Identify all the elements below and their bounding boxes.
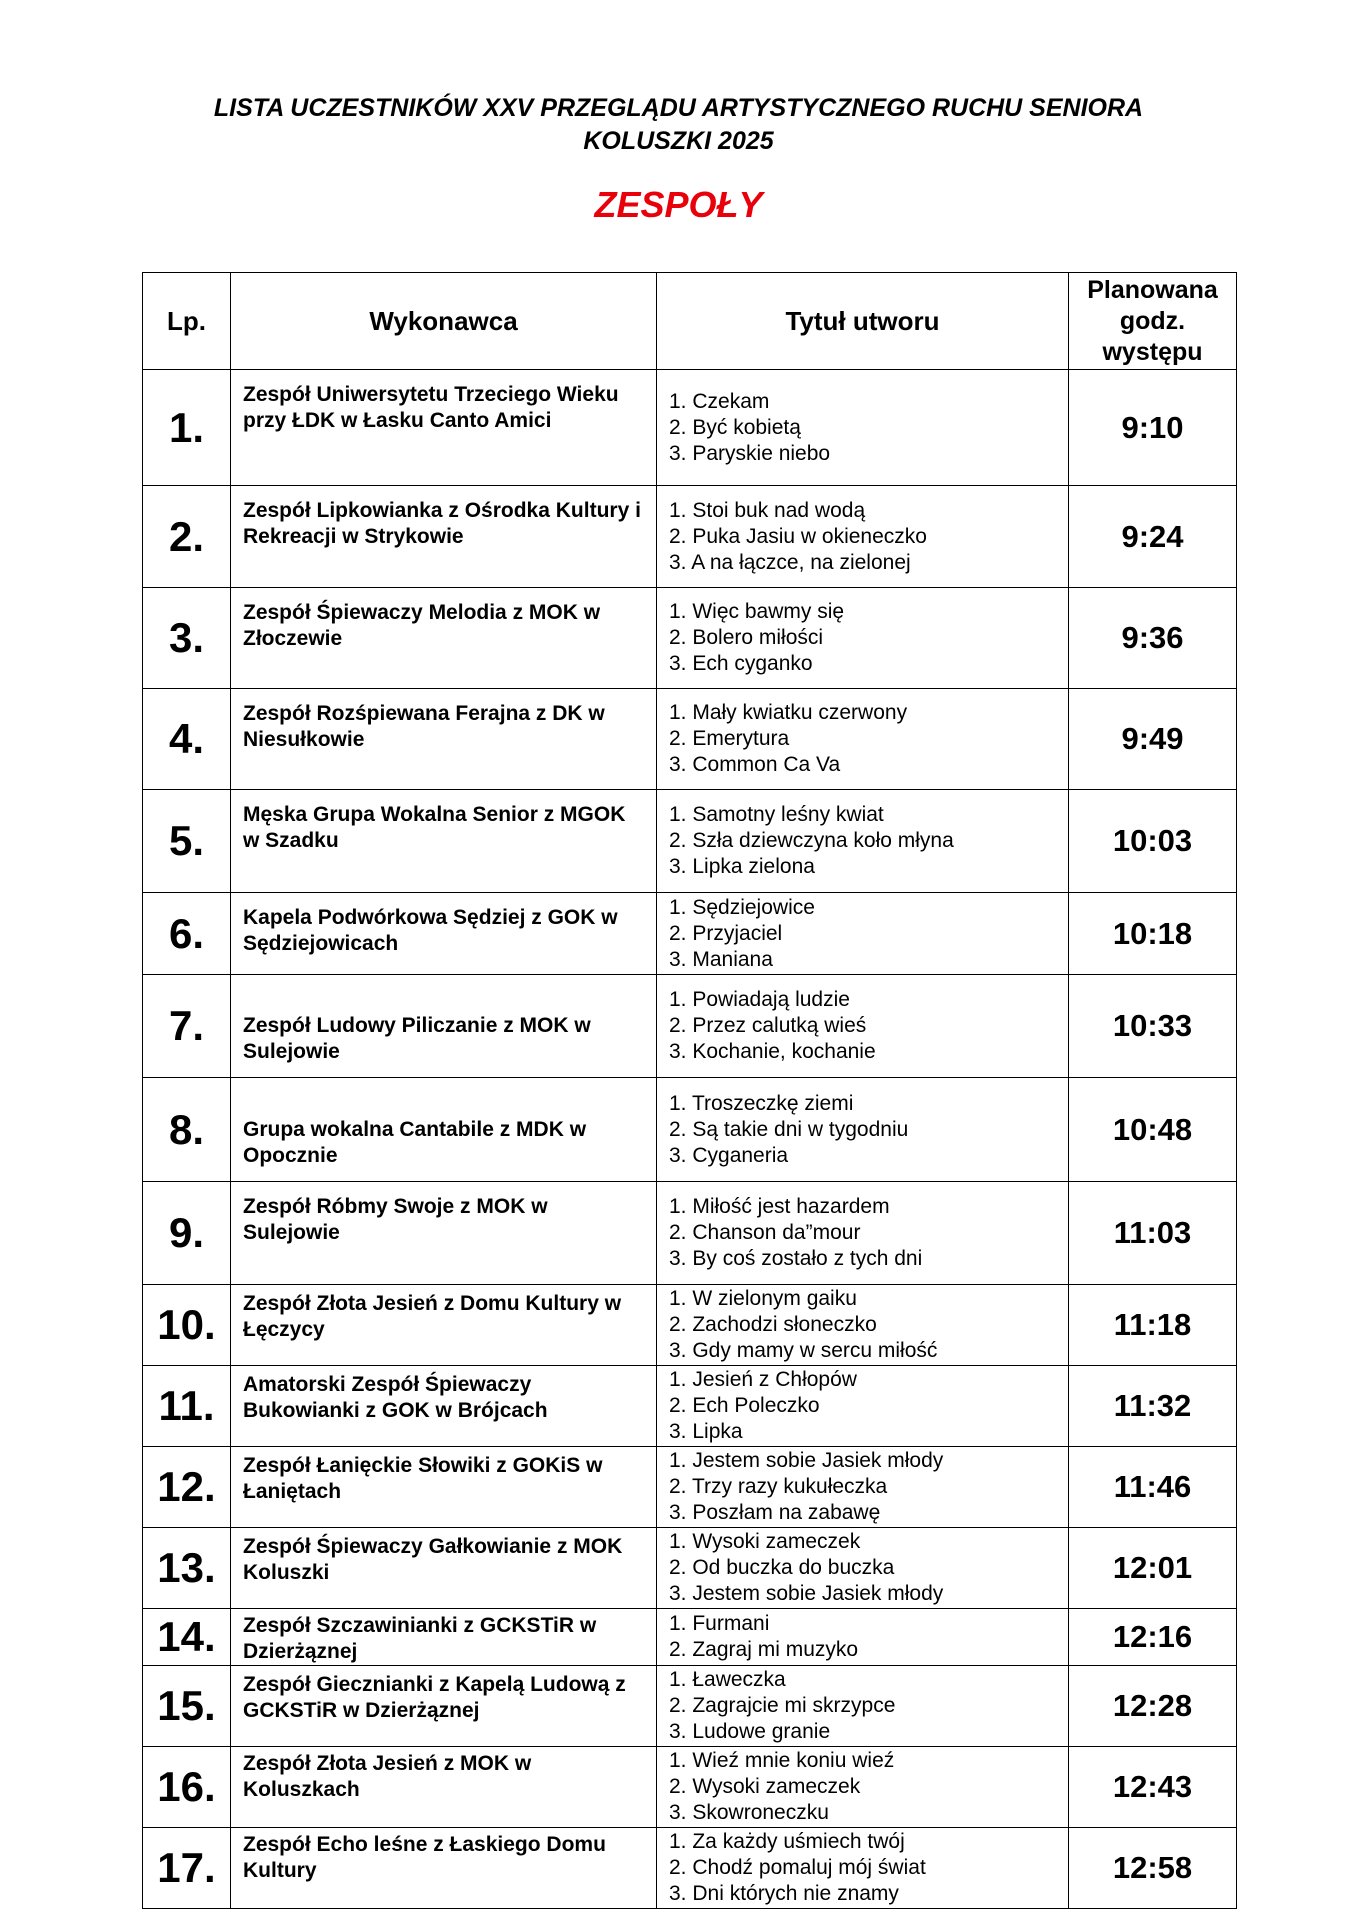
song-title: 1. Wieź mnie koniu wieź: [669, 1749, 895, 1772]
table-row: [143, 790, 1237, 893]
planned-time: 12:28: [1069, 1666, 1237, 1747]
song-title: 2. Chanson da”mour: [669, 1221, 861, 1244]
song-list: [657, 893, 1069, 975]
song-title: 2. Przez calutką wieś: [669, 1014, 867, 1037]
song-title: 1. Sędziejowice: [669, 895, 815, 919]
planned-time: 9:49: [1069, 689, 1237, 790]
header-song-title: Tytuł utworu: [657, 273, 1069, 370]
row-number: 7.: [143, 975, 231, 1078]
performer-name: Zespół Róbmy Swoje z MOK w Sulejowie: [231, 1182, 657, 1285]
song-list: [657, 1285, 1069, 1366]
document-title-line1: LISTA UCZESTNIKÓW XXV PRZEGLĄDU ARTYSTYCZNEGO RUCHU SENIORA: [213, 94, 1144, 122]
performer-name: Zespół Śpiewaczy Melodia z MOK w Złoczewie: [231, 588, 657, 689]
performer-name: Zespół Złota Jesień z MOK w Koluszkach: [231, 1747, 657, 1828]
header-planned-time-line3: występu: [1102, 337, 1203, 366]
song-title: 1. Miłość jest hazardem: [669, 1195, 890, 1218]
planned-time: 10:18: [1069, 893, 1237, 975]
table-row: [143, 486, 1237, 588]
performer-name: Zespół Szczawinianki z GCKSTiR w Dzierżąznej: [231, 1609, 657, 1666]
song-title: 1. Stoi buk nad wodą: [669, 498, 866, 522]
header-performer: Wykonawca: [231, 273, 657, 370]
row-number: 17.: [143, 1828, 231, 1909]
row-number: 6.: [143, 893, 231, 975]
song-title: 3. Common Ca Va: [669, 753, 841, 776]
performer-name: Zespół Giecznianki z Kapelą Ludową z GCKSTiR w Dzierżąznej: [231, 1666, 657, 1747]
table-row: [143, 893, 1237, 975]
performer-name: Grupa wokalna Cantabile z MDK w Opocznie: [231, 1078, 657, 1182]
song-title: 2. Są takie dni w tygodniu: [669, 1117, 909, 1141]
row-number: 5.: [143, 790, 231, 893]
song-title: 2. Być kobietą: [669, 415, 801, 439]
song-title: 2. Trzy razy kukułeczka: [669, 1475, 888, 1498]
song-title: 2. Zachodzi słoneczko: [669, 1313, 877, 1336]
song-list: [657, 689, 1069, 790]
song-title: 3. Kochanie, kochanie: [669, 1040, 876, 1063]
table-row: [143, 689, 1237, 790]
song-title: 2. Wysoki zameczek: [669, 1775, 861, 1798]
song-list: [657, 1528, 1069, 1609]
row-number: 16.: [143, 1747, 231, 1828]
song-title: 1. W zielonym gaiku: [669, 1287, 857, 1310]
song-title: 2. Chodź pomaluj mój świat: [669, 1856, 926, 1879]
planned-time: 11:46: [1069, 1447, 1237, 1528]
row-number: 9.: [143, 1182, 231, 1285]
song-title: 1. Samotny leśny kwiat: [669, 803, 884, 826]
song-title: 1. Mały kwiatku czerwony: [669, 701, 908, 724]
song-title: 1. Jestem sobie Jasiek młody: [669, 1449, 944, 1472]
song-title: 1. Za każdy uśmiech twój: [669, 1830, 905, 1853]
planned-time: 12:01: [1069, 1528, 1237, 1609]
song-title: 2. Szła dziewczyna koło młyna: [669, 829, 954, 852]
song-title: 2. Bolero miłości: [669, 626, 824, 649]
planned-time: 10:48: [1069, 1078, 1237, 1182]
performer-name: Męska Grupa Wokalna Senior z MGOK w Szadku: [231, 790, 657, 893]
song-title: 2. Zagrajcie mi skrzypce: [669, 1694, 896, 1717]
table-header-row: [143, 273, 1237, 370]
planned-time: 9:10: [1069, 370, 1237, 486]
performer-name: Zespół Rozśpiewana Ferajna z DK w Niesułkowie: [231, 689, 657, 790]
song-title: 3. Cyganeria: [669, 1143, 789, 1167]
table-row: [143, 1528, 1237, 1609]
planned-time: 12:58: [1069, 1828, 1237, 1909]
song-list: [657, 1182, 1069, 1285]
header-planned-time: [1069, 273, 1237, 370]
song-title: 2. Emerytura: [669, 727, 790, 750]
performer-name: Kapela Podwórkowa Sędziej z GOK w Sędziejowicach: [231, 893, 657, 975]
row-number: 10.: [143, 1285, 231, 1366]
song-list: [657, 1366, 1069, 1447]
row-number: 13.: [143, 1528, 231, 1609]
song-title: 1. Ławeczka: [669, 1668, 786, 1691]
song-title: 3. Paryskie niebo: [669, 441, 831, 465]
performer-name: Zespół Złota Jesień z Domu Kultury w Łęczycy: [231, 1285, 657, 1366]
song-title: 2. Przyjaciel: [669, 921, 783, 945]
song-list: [657, 1078, 1069, 1182]
participants-table: [142, 272, 1237, 1909]
row-number: 12.: [143, 1447, 231, 1528]
planned-time: 9:36: [1069, 588, 1237, 689]
header-planned-time-line2: godz.: [1119, 306, 1186, 335]
row-number: 11.: [143, 1366, 231, 1447]
table-row: [143, 1285, 1237, 1366]
song-title: 3. Dni których nie znamy: [669, 1882, 899, 1905]
row-number: 14.: [143, 1609, 231, 1666]
song-title: 3. Jestem sobie Jasiek młody: [669, 1582, 944, 1605]
performer-name: Zespół Łanięckie Słowiki z GOKiS w Łaniętach: [231, 1447, 657, 1528]
song-title: 3. A na łączce, na zielonej: [669, 550, 911, 574]
song-list: [657, 1609, 1069, 1666]
table-row: [143, 1447, 1237, 1528]
performer-name: Zespół Śpiewaczy Gałkowianie z MOK Koluszki: [231, 1528, 657, 1609]
table-row: [143, 1666, 1237, 1747]
row-number: 1.: [143, 370, 231, 486]
planned-time: 12:16: [1069, 1609, 1237, 1666]
row-number: 15.: [143, 1666, 231, 1747]
table-row: [143, 975, 1237, 1078]
song-title: 3. Gdy mamy w sercu miłość: [669, 1339, 938, 1362]
song-title: 3. Lipka zielona: [669, 855, 815, 878]
song-title: 2. Od buczka do buczka: [669, 1556, 895, 1579]
song-title: 1. Troszeczkę ziemi: [669, 1091, 854, 1115]
table-row: [143, 1828, 1237, 1909]
song-list: [657, 1828, 1069, 1909]
song-title: 3. Ludowe granie: [669, 1720, 831, 1743]
planned-time: 10:03: [1069, 790, 1237, 893]
performer-name: Zespół Lipkowianka z Ośrodka Kultury i Rekreacji w Strykowie: [231, 486, 657, 588]
song-list: [657, 588, 1069, 689]
table-row: [143, 588, 1237, 689]
song-list: [657, 790, 1069, 893]
song-list: [657, 486, 1069, 588]
song-list: [657, 975, 1069, 1078]
table-row: [143, 1366, 1237, 1447]
planned-time: 11:32: [1069, 1366, 1237, 1447]
song-title: 3. Skowroneczku: [669, 1801, 829, 1824]
song-title: 3. Ech cyganko: [669, 652, 813, 675]
song-list: [657, 1666, 1069, 1747]
table-row: [143, 1078, 1237, 1182]
performer-name: Zespół Ludowy Piliczanie z MOK w Sulejowie: [231, 975, 657, 1078]
table-row: [143, 1609, 1237, 1666]
planned-time: 10:33: [1069, 975, 1237, 1078]
row-number: 4.: [143, 689, 231, 790]
song-title: 1. Czekam: [669, 389, 770, 413]
table-row: [143, 370, 1237, 486]
header-lp: Lp.: [143, 273, 231, 370]
row-number: 2.: [143, 486, 231, 588]
planned-time: 11:03: [1069, 1182, 1237, 1285]
song-title: 3. Lipka: [669, 1420, 743, 1443]
row-number: 8.: [143, 1078, 231, 1182]
planned-time: 9:24: [1069, 486, 1237, 588]
song-title: 1. Furmani: [669, 1612, 770, 1635]
song-list: [657, 1447, 1069, 1528]
planned-time: 12:43: [1069, 1747, 1237, 1828]
song-title: 2. Puka Jasiu w okieneczko: [669, 524, 927, 548]
song-title: 3. Poszłam na zabawę: [669, 1501, 881, 1524]
song-title: 2. Ech Poleczko: [669, 1394, 820, 1417]
song-title: 1. Więc bawmy się: [669, 600, 845, 623]
song-title: 1. Wysoki zameczek: [669, 1530, 861, 1553]
table-row: [143, 1747, 1237, 1828]
song-title: 1. Jesień z Chłopów: [669, 1368, 857, 1391]
song-title: 3. By coś zostało z tych dni: [669, 1247, 923, 1270]
song-title: 3. Maniana: [669, 947, 773, 971]
song-title: 1. Powiadają ludzie: [669, 988, 850, 1011]
planned-time: 11:18: [1069, 1285, 1237, 1366]
row-number: 3.: [143, 588, 231, 689]
song-list: [657, 1747, 1069, 1828]
performer-name: Zespół Uniwersytetu Trzeciego Wieku przy ŁDK w Łasku Canto Amici: [231, 370, 657, 486]
header-planned-time-line1: Planowana: [1087, 275, 1218, 304]
performer-name: Zespół Echo leśne z Łaskiego Domu Kultury: [231, 1828, 657, 1909]
section-heading: ZESPOŁY: [594, 184, 763, 225]
performer-name: Amatorski Zespół Śpiewaczy Bukowianki z GOK w Brójcach: [231, 1366, 657, 1447]
table-row: [143, 1182, 1237, 1285]
song-list: [657, 370, 1069, 486]
song-title: 2. Zagraj mi muzyko: [669, 1638, 859, 1661]
document-title-line2: KOLUSZKI 2025: [583, 127, 774, 155]
